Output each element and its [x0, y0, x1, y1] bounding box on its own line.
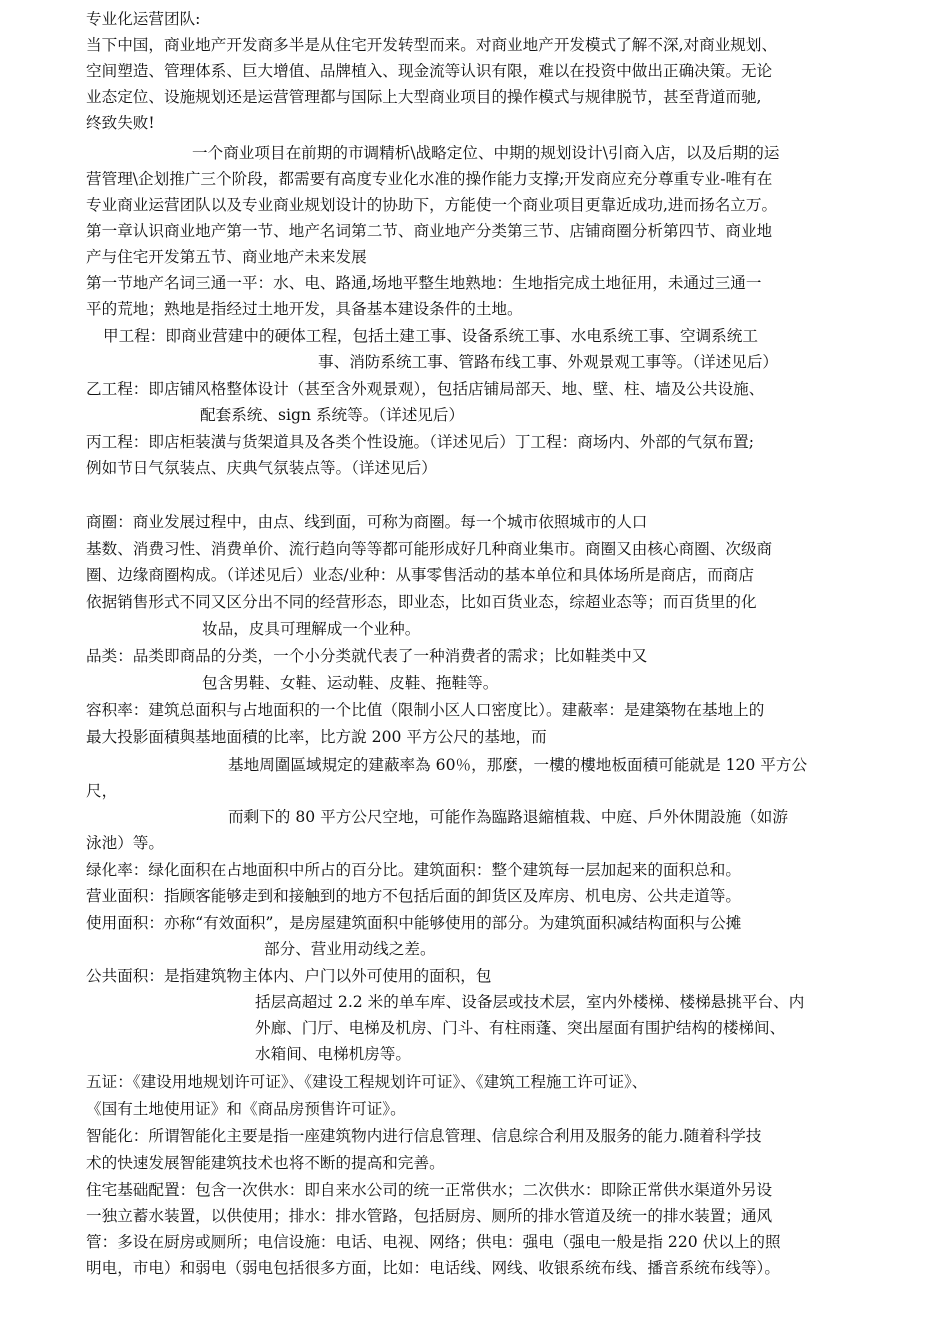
- paragraph-line: 当下中国，商业地产开发商多半是从住宅开发转型而来。对商业地产开发模式了解不深,对商业规划、: [86, 36, 778, 54]
- definition-line: 例如节日气氛装点、庆典气氛装点等。（详述见后）: [86, 459, 437, 477]
- definition-line: 明电，市电）和弱电（弱电包括很多方面，比如：电话线、网线、收银系统布线、播音系统布线等）。: [86, 1259, 780, 1277]
- chapter-outline-line: 第一章认识商业地产第一节、地产名词第二节、商业地产分类第三节、店铺商圈分析第四节、商业地: [86, 222, 773, 240]
- definition-line: 营业面积：指顾客能够走到和接触到的地方不包括后面的卸货区及库房、机电房、公共走道等。: [86, 887, 741, 905]
- chapter-outline-line: 产与住宅开发第五节、商业地产未来发展: [86, 248, 367, 266]
- definition-line: 括层高超过 2.2 米的单车库、设备层或技术层，室内外楼梯、楼梯悬挑平台、内: [255, 993, 805, 1011]
- section-heading-operations-team: 专业化运营团队:: [86, 10, 201, 28]
- definition-line: 泳池）等。: [86, 834, 164, 852]
- paragraph-line: 一个商业项目在前期的市调精析\战略定位、中期的规划设计\引商入店，以及后期的运: [192, 144, 780, 162]
- definition-line: 妆品，皮具可理解成一个业种。: [202, 620, 421, 638]
- definition-line: 配套系统、sign 系统等。（详述见后）: [200, 406, 465, 424]
- definition-line: 圈、边缘商圈构成。（详述见后）业态/业种：从事零售活动的基本单位和具体场所是商店，而商店: [86, 566, 754, 584]
- definition-line: 基数、消费习性、消费单价、流行趋向等等都可能形成好几种商业集市。商圈又由核心商圈、次级商: [86, 540, 773, 558]
- definition-line: 基地周圍區域規定的建蔽率為 60％，那麼，一樓的樓地板面積可能就是 120 平方公: [228, 756, 808, 774]
- definition-line: 最大投影面積與基地面積的比率，比方說 200 平方公尺的基地，而: [86, 728, 547, 746]
- definition-line: 住宅基础配置：包含一次供水：即自来水公司的统一正常供水；二次供水：即除正常供水渠道外另设: [86, 1181, 773, 1199]
- paragraph-line: 专业商业运营团队以及专业商业规划设计的协助下，方能使一个商业项目更靠近成功,进而扬名立万。: [86, 196, 778, 214]
- definition-line: 管：多设在厨房或厕所；电信设施：电话、电视、网络；供电：强电（强电一般是指 220 伏以上的照: [86, 1233, 781, 1251]
- definition-line: 使用面积：亦称“有效面积”，是房屋建筑面积中能够使用的部分。为建筑面积减结构面积与公摊: [86, 914, 742, 932]
- definition-line: 部分、营业用动线之差。: [264, 940, 436, 958]
- definition-line: 五证：《建设用地规划许可证》、《建设工程规划许可证》、《建筑工程施工许可证》、: [86, 1073, 648, 1091]
- definition-line: 绿化率：绿化面积在占地面积中所占的百分比。建筑面积：整个建筑每一层加起来的面积总和。: [86, 861, 741, 879]
- definition-line: 事、消防系统工事、管路布线工事、外观景观工事等。（详述见后）: [318, 353, 779, 371]
- definition-line: 尺，: [86, 782, 118, 800]
- definition-line: 第一节地产名词三通一平：水、电、路通,场地平整生地熟地：生地指完成土地征用，未通过三通一: [86, 274, 762, 292]
- paragraph-line: 业态定位、设施规划还是运营管理都与国际上大型商业项目的操作模式与规律脱节，甚至背道而驰,: [86, 88, 762, 106]
- definition-line: 《国有土地使用证》和《商品房预售许可证》。: [86, 1100, 406, 1118]
- definition-line: 术的快速发展智能建筑技术也将不断的提高和完善。: [86, 1154, 445, 1172]
- definition-line: 一独立蓄水装置，以供使用；排水：排水管路，包括厨房、厕所的排水管道及统一的排水装置；通风: [86, 1207, 773, 1225]
- definition-line: 而剩下的 80 平方公尺空地，可能作為臨路退縮植栽、中庭、戶外休閒設施（如游: [228, 808, 788, 826]
- definition-line: 丙工程：即店柜装潢与货架道具及各类个性设施。（详述见后）丁工程：商场内、外部的气氛布置;: [86, 433, 754, 451]
- definition-line: 外廊、门厅、电梯及机房、门斗、有柱雨蓬、突出屋面有围护结构的楼梯间、: [255, 1019, 786, 1037]
- definition-line: 包含男鞋、女鞋、运动鞋、皮鞋、拖鞋等。: [202, 674, 499, 692]
- definition-line: 平的荒地；熟地是指经过土地开发，具备基本建设条件的土地。: [86, 300, 523, 318]
- paragraph-line: 营管理\企划推广三个阶段，都需要有高度专业化水准的操作能力支撑;开发商应充分尊重专业-唯有在: [86, 170, 773, 188]
- definition-line: 公共面积：是指建筑物主体内、户门以外可使用的面积，包: [86, 967, 492, 985]
- paragraph-line: 终致失败!: [86, 114, 155, 132]
- definition-line: 容积率：建筑总面积与占地面积的一个比值（限制小区人口密度比）。建蔽率：是建築物在基地上的: [86, 701, 765, 719]
- definition-line: 水箱间、电梯机房等。: [255, 1045, 411, 1063]
- definition-line: 甲工程：即商业营建中的硬体工程，包括土建工事、设备系统工事、水电系统工事、空调系统工: [103, 327, 758, 345]
- definition-line: 依据销售形式不同又区分出不同的经营形态，即业态，比如百货业态，综超业态等；而百货里的化: [86, 593, 757, 611]
- paragraph-line: 空间塑造、管理体系、巨大增值、品牌植入、现金流等认识有限，难以在投资中做出正确决策。无论: [86, 62, 773, 80]
- definition-line: 商圈：商业发展过程中，由点、线到面，可称为商圈。每一个城市依照城市的人口: [86, 513, 648, 531]
- definition-line: 智能化：所谓智能化主要是指一座建筑物内进行信息管理、信息综合利用及服务的能力.随着科学技: [86, 1127, 762, 1145]
- definition-line: 乙工程：即店铺风格整体设计（甚至含外观景观），包括店铺局部天、地、壁、柱、墙及公共设施、: [86, 380, 765, 398]
- definition-line: 品类：品类即商品的分类，一个小分类就代表了一种消费者的需求；比如鞋类中又: [86, 647, 648, 665]
